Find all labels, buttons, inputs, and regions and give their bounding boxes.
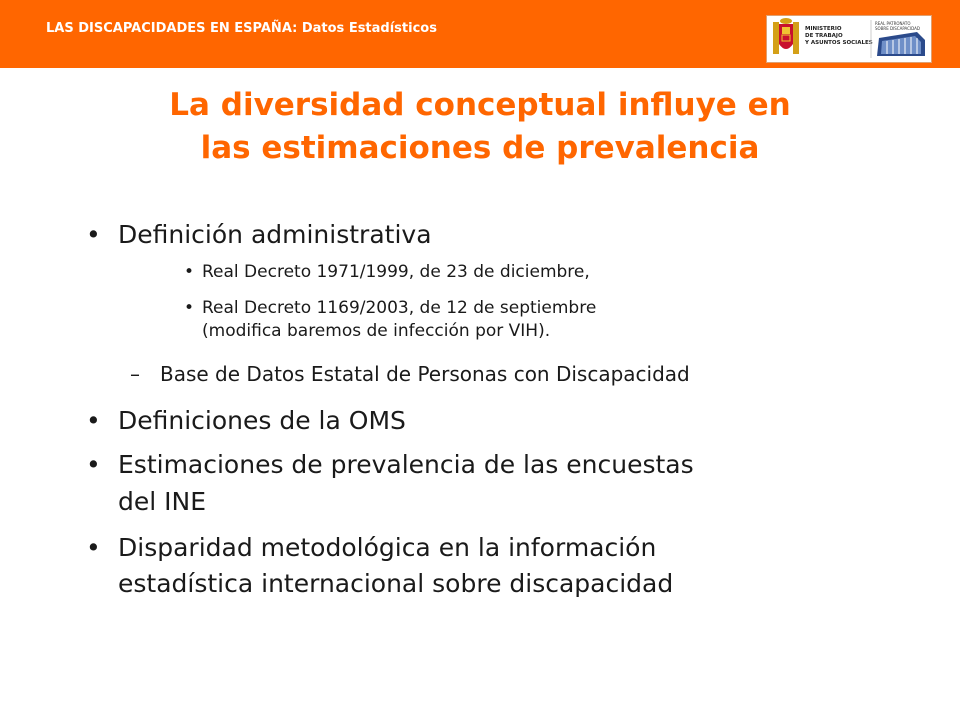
bullet-text: Definición administrativa [118,220,432,249]
header-title: LAS DISCAPACIDADES EN ESPAÑA: Datos Estadísticos [46,21,437,36]
building-icon [877,32,925,56]
logo1-line1: MINISTERIO [805,26,842,32]
bullet-text: Definiciones de la OMS [118,406,406,435]
logo-graphics [767,16,931,62]
bullet-dot-icon: • [184,298,195,318]
header-bar [0,0,960,68]
bullet-dot-icon: • [86,406,101,435]
slide-title [60,84,900,170]
bullet-dot-icon: • [86,450,101,479]
logos [766,15,932,63]
logo1-line3: Y ASUNTOS SOCIALES [805,40,873,46]
dash-text: Base de Datos Estatal de Personas con Discapacidad [160,362,690,386]
slide-title-line-1: La diversidad conceptual influye en [169,87,791,123]
bullet-text: del INE [118,487,207,516]
bullet-dot-icon: • [86,220,101,249]
sub-bullet-text: Real Decreto 1169/2003, de 12 de septiembre [202,298,597,318]
sub-bullet-text: (modifica baremos de infección por VIH). [202,321,551,341]
slide-title-line-2: las estimaciones de prevalencia [200,130,760,166]
sub-bullet-text: Real Decreto 1971/1999, de 23 de diciembre, [202,262,590,282]
bullet-dot-icon: • [184,262,195,282]
bullet-text: estadística internacional sobre discapacidad [118,569,674,598]
dash-marker-icon: – [130,362,140,386]
logo1-line2: DE TRABAJO [805,33,843,39]
bullet-text: Estimaciones de prevalencia de las encuestas [118,450,694,479]
logo2-line2: SOBRE DISCAPACIDAD [875,26,920,31]
logo2-line1: REAL PATRONATO [875,21,911,26]
bullet-text: Disparidad metodológica en la información [118,533,657,562]
coat-of-arms-icon [773,18,799,54]
bullet-dot-icon: • [86,533,101,562]
